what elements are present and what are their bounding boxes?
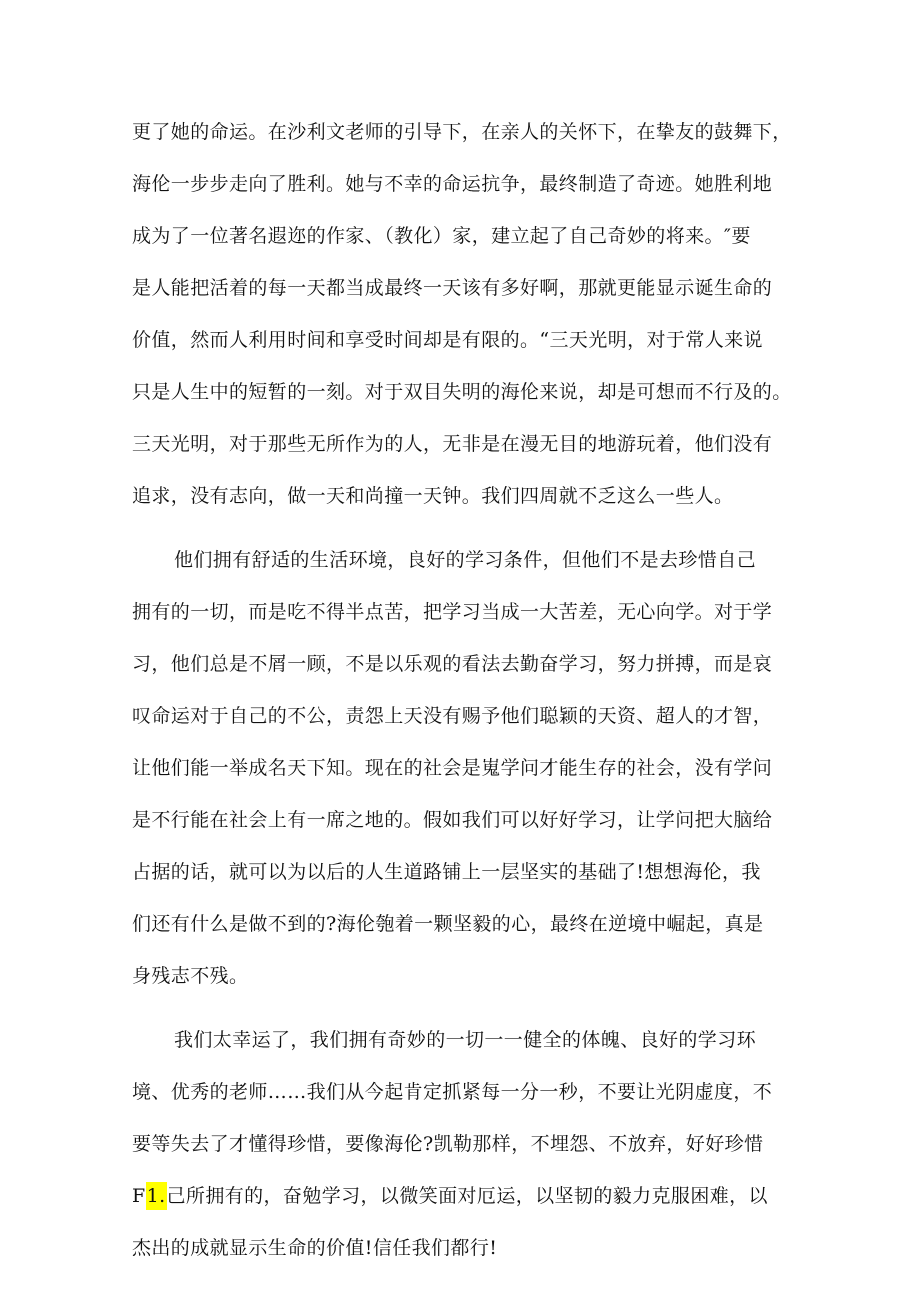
paragraph-3-line: 境、优秀的老师……我们从今起肯定抓紧每一分一秒，不要让光阴虚度，不 xyxy=(132,1081,773,1103)
paragraph-2-line: 占据的话，就可以为以后的人生道路铺上一层坚实的基础了!想想海伦，我 xyxy=(132,861,761,883)
paragraph-2-line: 他们拥有舒适的生活环境，良好的学习条件，但他们不是去珍惜自己 xyxy=(174,549,757,571)
paragraph-3-line: 要等失去了才懂得珍惜，要像海伦?凯勒那样，不埋怨、不放弃，好好珍惜 xyxy=(132,1133,764,1155)
paragraph-2-line: 习，他们总是不屑一顾，不是以乐观的看法去勤奋学习，努力拼搏，而是哀 xyxy=(132,653,773,675)
paragraph-1-line: 追求，没有志向，做一天和尚撞一天钟。我们四周就不乏这么一些人。 xyxy=(132,485,734,507)
paragraph-2-line: 身残志不残。 xyxy=(132,965,249,987)
highlighted-text: 1. xyxy=(146,1182,167,1210)
paragraph-1-line: 只是人生中的短暂的一刻。对于双目失明的海伦来说，却是可想而不行及的。 xyxy=(132,381,792,403)
paragraph-1-line: 更了她的命运。在沙利文老师的引导下，在亲人的关怀下，在挚友的鼓舞下， xyxy=(132,121,792,143)
paragraph-2-line: 让他们能一举成名天下知。现在的社会是嵬学问才能生存的社会，没有学问 xyxy=(132,757,773,779)
highlight-line-rest: 己所拥有的，奋勉学习，以微笑面对厄运，以坚韧的毅力克服困难，以 xyxy=(166,1185,768,1207)
paragraph-1-line: 价值，然而人利用时间和享受时间却是有限的。“三天光明，对于常人来说 xyxy=(132,329,763,351)
paragraph-2-line: 叹命运对于自己的不公，责怨上天没有赐予他们聪颖的天资、超人的才智， xyxy=(132,705,773,727)
paragraph-2-line: 拥有的一切，而是吃不得半点苦，把学习当成一大苦差，无心向学。对于学 xyxy=(132,601,773,623)
paragraph-3-line: 我们太幸运了，我们拥有奇妙的一切一一健全的体魄、良好的学习环 xyxy=(174,1029,757,1051)
paragraph-1-line: 成为了一位著名遐迩的作家、（教化）家，建立起了自己奇妙的将来。″要 xyxy=(132,225,751,247)
paragraph-1-line: 三天光明，对于那些无所作为的人，无非是在漫无目的地游玩着，他们没有 xyxy=(132,433,773,455)
paragraph-2-line: 是不行能在社会上有一席之地的。假如我们可以好好学习，让学问把大脑给 xyxy=(132,809,773,831)
paragraph-1-line: 海伦一步步走向了胜利。她与不幸的命运抗争，最终制造了奇迹。她胜利地 xyxy=(132,173,773,195)
paragraph-3-highlight-line xyxy=(132,1182,768,1210)
highlight-prefix: F xyxy=(132,1185,146,1207)
paragraph-3-line: 杰出的成就显示生命的价值!信任我们都行! xyxy=(132,1237,498,1259)
paragraph-1-line: 是人能把活着的每一天都当成最终一天该有多好啊，那就更能显示诞生命的 xyxy=(132,277,773,299)
paragraph-2-line: 们还有什么是做不到的?海伦匏着一颗坚毅的心，最终在逆境中崛起，真是 xyxy=(132,913,764,935)
